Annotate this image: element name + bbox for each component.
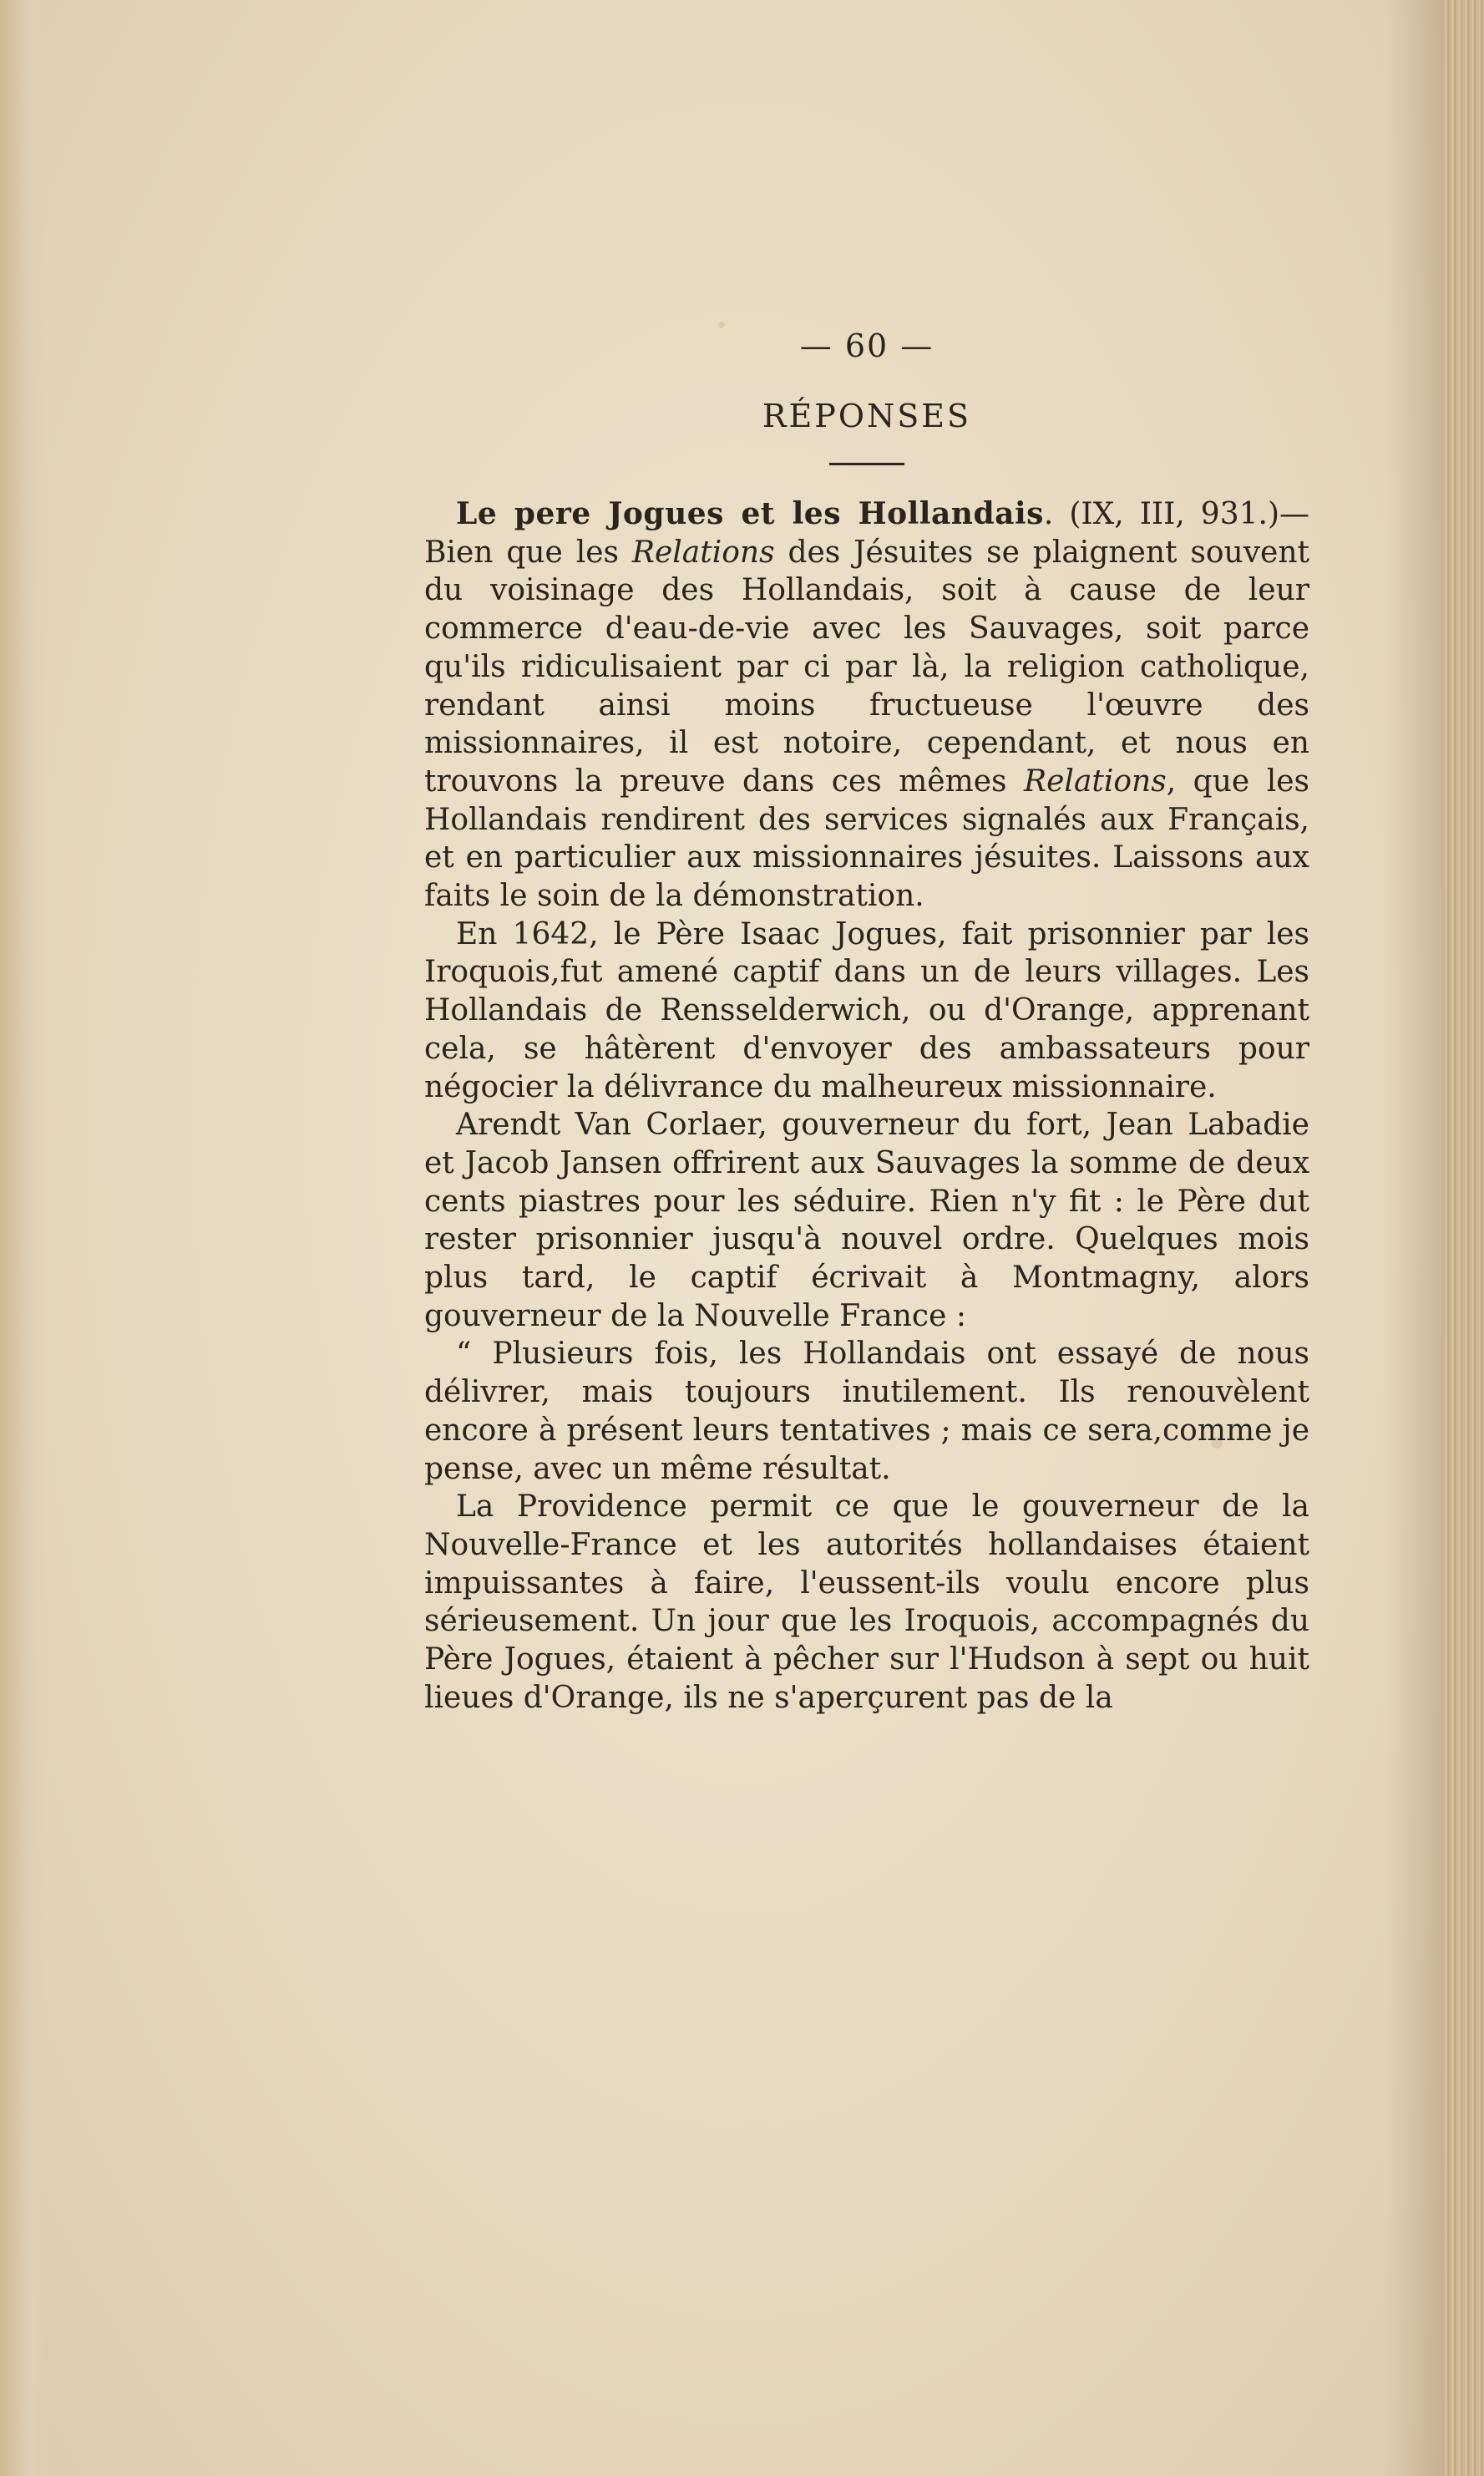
page-number: — 60 —	[799, 327, 934, 364]
title-rule	[829, 463, 904, 465]
page-gutter	[0, 0, 50, 2476]
article-heading: Le pere Jogues et les Hollandais	[456, 496, 1044, 531]
paragraph-5: La Providence permit ce que le gouverneur de la Nouvelle-France et les autorités hollandaises étaient impuissantes à faire, l'eussent-ils voulu encore plus sérieusement. Un jour que les Iroquois, accompagnés du Père Jogues, étaient à pêcher sur l'Hudson à sept ou huit lieues d'Orange, ils ne s'aperçurent pas de la	[424, 1489, 1309, 1715]
page-edge	[1444, 0, 1484, 2476]
article-body	[424, 495, 1309, 1717]
article-reference: . (IX, III, 931.)	[1043, 497, 1280, 531]
paragraph-1	[424, 495, 1309, 916]
paragraph-3: Arendt Van Corlaer, gouverneur du fort, Jean Labadie et Jacob Jansen offrirent aux Sauvages la somme de deux cents piastres pour les séduire. Rien n'y fit : le Père dut rester prisonnier jusqu'à nouvel ordre. Quelques mois plus tard, le captif écrivait à Montmagny, alors gouverneur de la Nouvelle France :	[424, 1108, 1309, 1333]
paragraph-2: En 1642, le Père Isaac Jogues, fait prisonnier par les Iroquois,fut amené captif dans un de leurs villages. Les Hollandais de Rensselderwich, ou d'Orange, apprenant cela, se hâtèrent d'envoyer des ambassateurs pour négocier la délivrance du malheureux missionnaire.	[424, 916, 1309, 1104]
paragraph-1-text-a: —Bien que les	[424, 497, 1310, 570]
paragraph-1-text-c: , que les Hollandais rendirent des services signalés aux Français, et en particulier aux missionnaires jésuites. Laissons aux faits le soin de la démonstration.	[424, 764, 1309, 914]
paragraph-1-text-b: des Jésuites se plaignent souvent du voisinage des Hollandais, soit à cause de leur commerce d'eau-de-vie avec les Sauvages, soit parce qu'ils ridiculisaient par ci par là, la religion catholique, rendant ainsi moins fructueuse l'œuvre des missionnaires, il est notoire, cependant, et nous en trouvons la preuve dans ces mêmes	[424, 535, 1309, 799]
section-title: RÉPONSES	[762, 398, 972, 434]
page-edge-shadow	[1385, 0, 1444, 2476]
relations-title: Relations	[631, 535, 775, 570]
text-block	[424, 327, 1309, 1717]
paragraph-4: “ Plusieurs fois, les Hollandais ont essayé de nous délivrer, mais toujours inutilement. Ils renouvèlent encore à présent leurs tentatives ; mais ce sera,comme je pense, avec un même résultat.	[424, 1337, 1309, 1486]
relations-title: Relations	[1024, 764, 1167, 799]
